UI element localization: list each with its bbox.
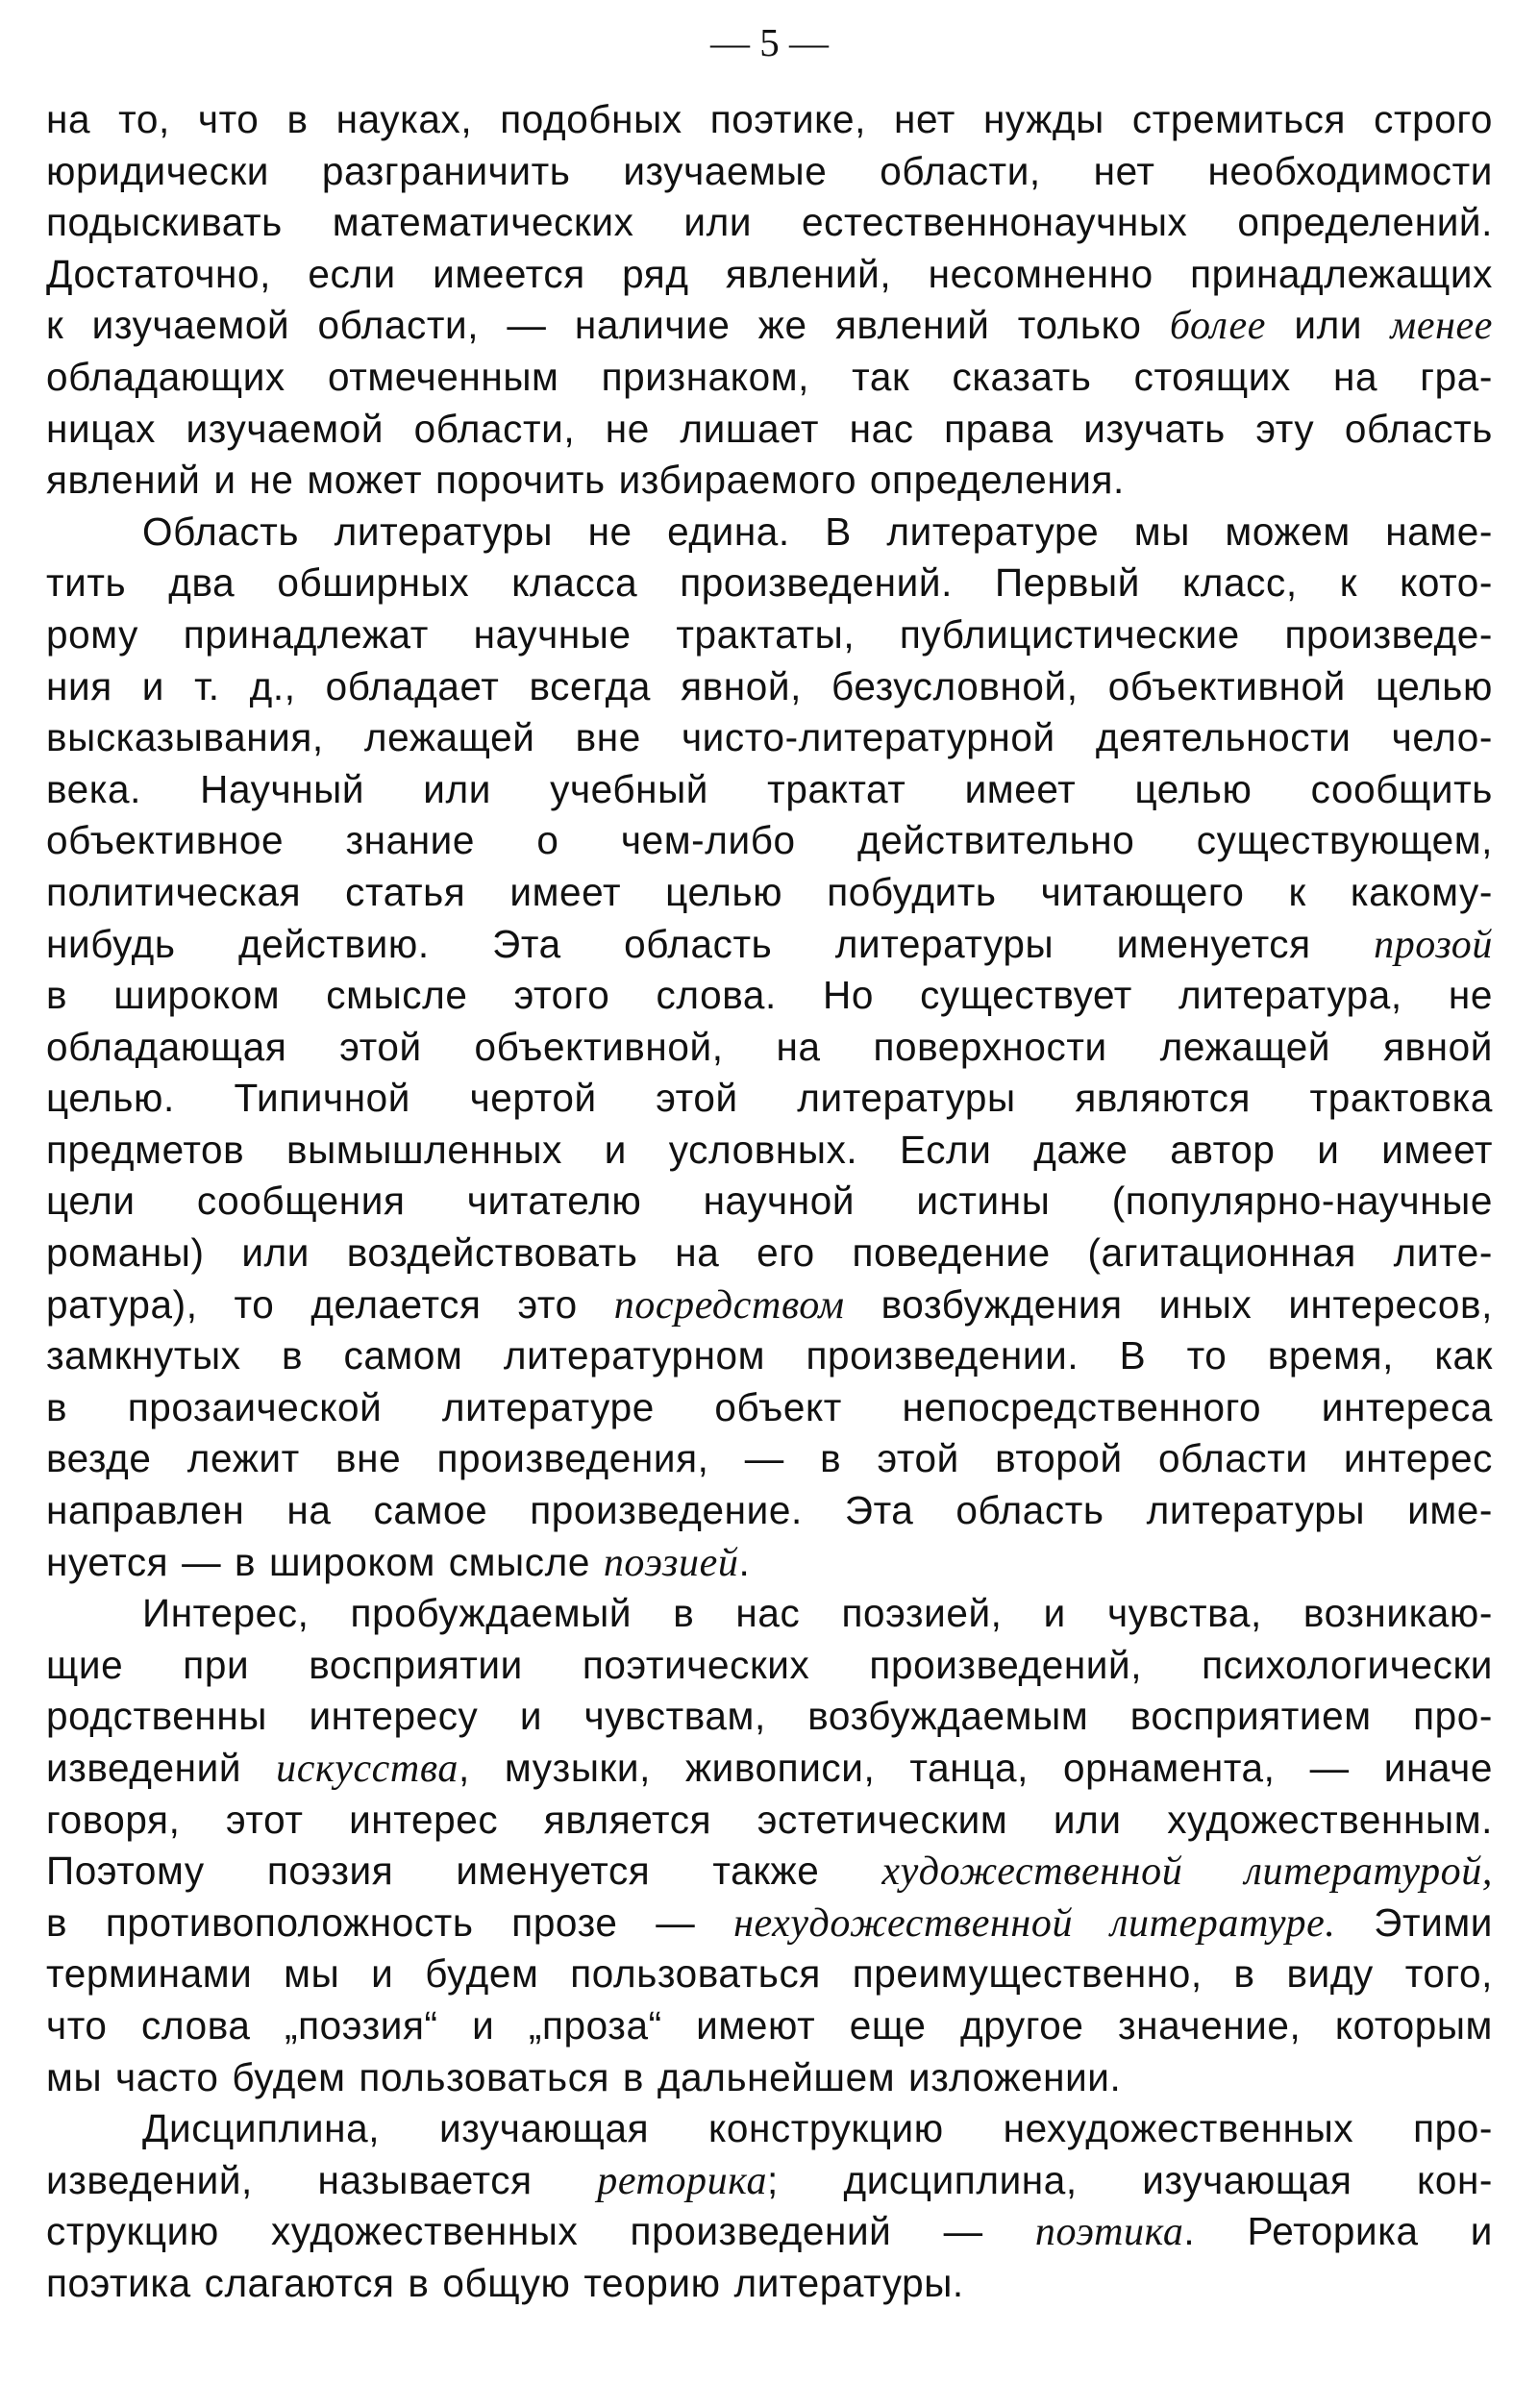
text-run: мы часто будем пользоваться в дальнейшем изложении. — [46, 2054, 1122, 2099]
italic-term: художественной литературой, — [881, 1849, 1493, 1895]
text-line — [46, 352, 1493, 404]
text-line — [46, 1743, 1493, 1795]
text-line — [46, 1382, 1493, 1434]
text-run: замкнутых в самом литературном произведении. В то время, как — [46, 1333, 1493, 1378]
text-line — [46, 1433, 1493, 1485]
text-line — [46, 2052, 1493, 2104]
text-run: века. Научный или учебный трактат имеет целью сообщить — [46, 766, 1493, 811]
text-run: везде лежит вне произведения, — в этой второй области интерес — [46, 1436, 1493, 1481]
text-line — [46, 300, 1493, 352]
text-run: щие при восприятии поэтических произведений, психологически — [46, 1642, 1493, 1687]
text-line — [46, 249, 1493, 301]
text-run: высказывания, лежащей вне чисто-литературной деятельности чело- — [46, 715, 1493, 760]
text-run: что слова „поэзия“ и „проза“ имеют еще другое значение, которым — [46, 2002, 1493, 2048]
text-line — [46, 1846, 1493, 1898]
paragraph — [46, 2103, 1493, 2309]
italic-term: реторика — [597, 2158, 768, 2203]
text-line — [46, 970, 1493, 1022]
text-line — [46, 146, 1493, 198]
text-line — [46, 712, 1493, 764]
text-line — [46, 558, 1493, 609]
text-run: . — [738, 1539, 751, 1584]
text-line — [46, 94, 1493, 146]
text-run: обладающих отмеченным признаком, так сказать стоящих на гра- — [46, 354, 1493, 399]
text-run: . Реторика и — [1183, 2209, 1493, 2254]
text-run: предметов вымышленных и условных. Если даже автор и имеет — [46, 1127, 1493, 1172]
paragraph — [46, 1588, 1493, 2103]
italic-term: поэтика — [1034, 2210, 1184, 2255]
text-run: объективное знание о чем-либо действительно существующем, — [46, 818, 1493, 863]
text-line — [46, 2103, 1493, 2155]
text-run: говоря, этот интерес является эстетическим или художественным. — [46, 1797, 1493, 1842]
text-run: тить два обширных класса произведений. Первый класс, к кото- — [46, 560, 1493, 606]
paragraph — [46, 507, 1493, 1588]
text-run: Этими — [1335, 1899, 1493, 1945]
text-line — [46, 1949, 1493, 2000]
italic-term: более — [1169, 304, 1267, 349]
italic-term: менее — [1390, 304, 1493, 349]
text-line — [46, 764, 1493, 816]
paragraph — [46, 94, 1493, 507]
text-run: цели сообщения читателю научной истины (популярно-научные — [46, 1179, 1493, 1224]
text-run: Область литературы не едина. В литературе мы можем наме- — [142, 509, 1493, 554]
text-run: романы) или воздействовать на его поведение (агитационная лите- — [46, 1230, 1493, 1276]
text-run: родственны интересу и чувствам, возбуждаемым восприятием про- — [46, 1694, 1493, 1739]
text-line — [46, 1640, 1493, 1692]
text-run: ния и т. д., обладает всегда явной, безусловной, объективной целью — [46, 663, 1493, 708]
text-run: , музыки, живописи, танца, орнамента, — иначе — [459, 1746, 1493, 1790]
text-run: Интерес, пробуждаемый в нас поэзией, и чувства, возникаю- — [142, 1591, 1493, 1636]
text-run: терминами мы и будем пользоваться преимущественно, в виду того, — [46, 1951, 1493, 1997]
text-line — [46, 1898, 1493, 1949]
text-line — [46, 1125, 1493, 1177]
text-run: Поэтому поэзия именуется также — [46, 1849, 882, 1894]
text-run: политическая статья имеет целью побудить читающего к какому- — [46, 869, 1493, 914]
italic-term: поэзией — [603, 1540, 739, 1585]
text-line — [46, 2206, 1493, 2258]
text-line — [46, 1073, 1493, 1125]
text-run: рому принадлежат научные трактаты, публицистические произведе- — [46, 611, 1493, 657]
text-line — [46, 815, 1493, 867]
text-line — [46, 404, 1493, 456]
text-line — [46, 2258, 1493, 2310]
italic-term: нехудожественной литературе. — [733, 1900, 1336, 1946]
text-line — [46, 661, 1493, 713]
text-line — [46, 1176, 1493, 1228]
text-run: ; дисциплина, изучающая кон- — [767, 2157, 1493, 2202]
text-line — [46, 867, 1493, 919]
text-line — [46, 1022, 1493, 1074]
text-run: струкцию художественных произведений — — [46, 2209, 1035, 2254]
italic-term: прозой — [1374, 922, 1493, 967]
text-run: юридически разграничить изучаемые области, нет необходимости — [46, 148, 1493, 193]
text-run: целью. Типичной чертой этой литературы являются трактовка — [46, 1076, 1493, 1121]
text-run: к изучаемой области, — наличие же явлений только — [46, 303, 1170, 348]
text-run: обладающая этой объективной, на поверхности лежащей явной — [46, 1024, 1493, 1069]
text-line — [46, 1795, 1493, 1847]
book-page — [46, 15, 1493, 2310]
text-line — [46, 1279, 1493, 1331]
italic-term: посредством — [613, 1282, 845, 1328]
text-line — [46, 455, 1493, 507]
text-run: в прозаической литературе объект непосредственного интереса — [46, 1384, 1493, 1429]
text-run: в широком смысле этого слова. Но существует литература, не — [46, 973, 1493, 1018]
text-line — [46, 919, 1493, 971]
text-line — [46, 609, 1493, 661]
text-line — [46, 1691, 1493, 1743]
body-text — [46, 94, 1493, 2310]
text-run: в противоположность прозе — — [46, 1899, 734, 1945]
text-run: изведений — [46, 1746, 277, 1790]
text-run: явлений и не может порочить избираемого определения. — [46, 458, 1125, 503]
text-run: поэтика слагаются в общую теорию литературы. — [46, 2260, 964, 2305]
text-run: изведений, называется — [46, 2157, 598, 2202]
text-line — [46, 1588, 1493, 1640]
text-run: нибудь действию. Эта область литературы именуется — [46, 921, 1375, 966]
text-run: или — [1266, 303, 1391, 348]
text-run: возбуждения иных интересов, — [844, 1281, 1493, 1327]
text-run: направлен на самое произведение. Эта область литературы име- — [46, 1488, 1493, 1533]
text-run: нуется — в широком смысле — [46, 1539, 604, 1584]
text-line — [46, 1485, 1493, 1537]
text-run: ратура), то делается это — [46, 1281, 614, 1327]
text-line — [46, 2000, 1493, 2052]
text-run: Дисциплина, изучающая конструкцию нехудожественных про- — [142, 2106, 1493, 2151]
text-run: ницах изучаемой области, не лишает нас права изучать эту область — [46, 406, 1493, 451]
page-number: — 5 — — [710, 20, 829, 64]
text-line — [46, 197, 1493, 249]
text-line — [46, 1330, 1493, 1382]
italic-term: искусства — [276, 1747, 459, 1791]
text-line — [46, 507, 1493, 559]
text-run: подыскивать математических или естественнонаучных определений. — [46, 200, 1493, 245]
text-run: на то, что в науках, подобных поэтике, нет нужды стремиться строго — [46, 97, 1493, 141]
text-line — [46, 1537, 1493, 1589]
text-line — [46, 2155, 1493, 2207]
text-line — [46, 1228, 1493, 1279]
text-run: Достаточно, если имеется ряд явлений, несомненно принадлежащих — [46, 251, 1493, 296]
